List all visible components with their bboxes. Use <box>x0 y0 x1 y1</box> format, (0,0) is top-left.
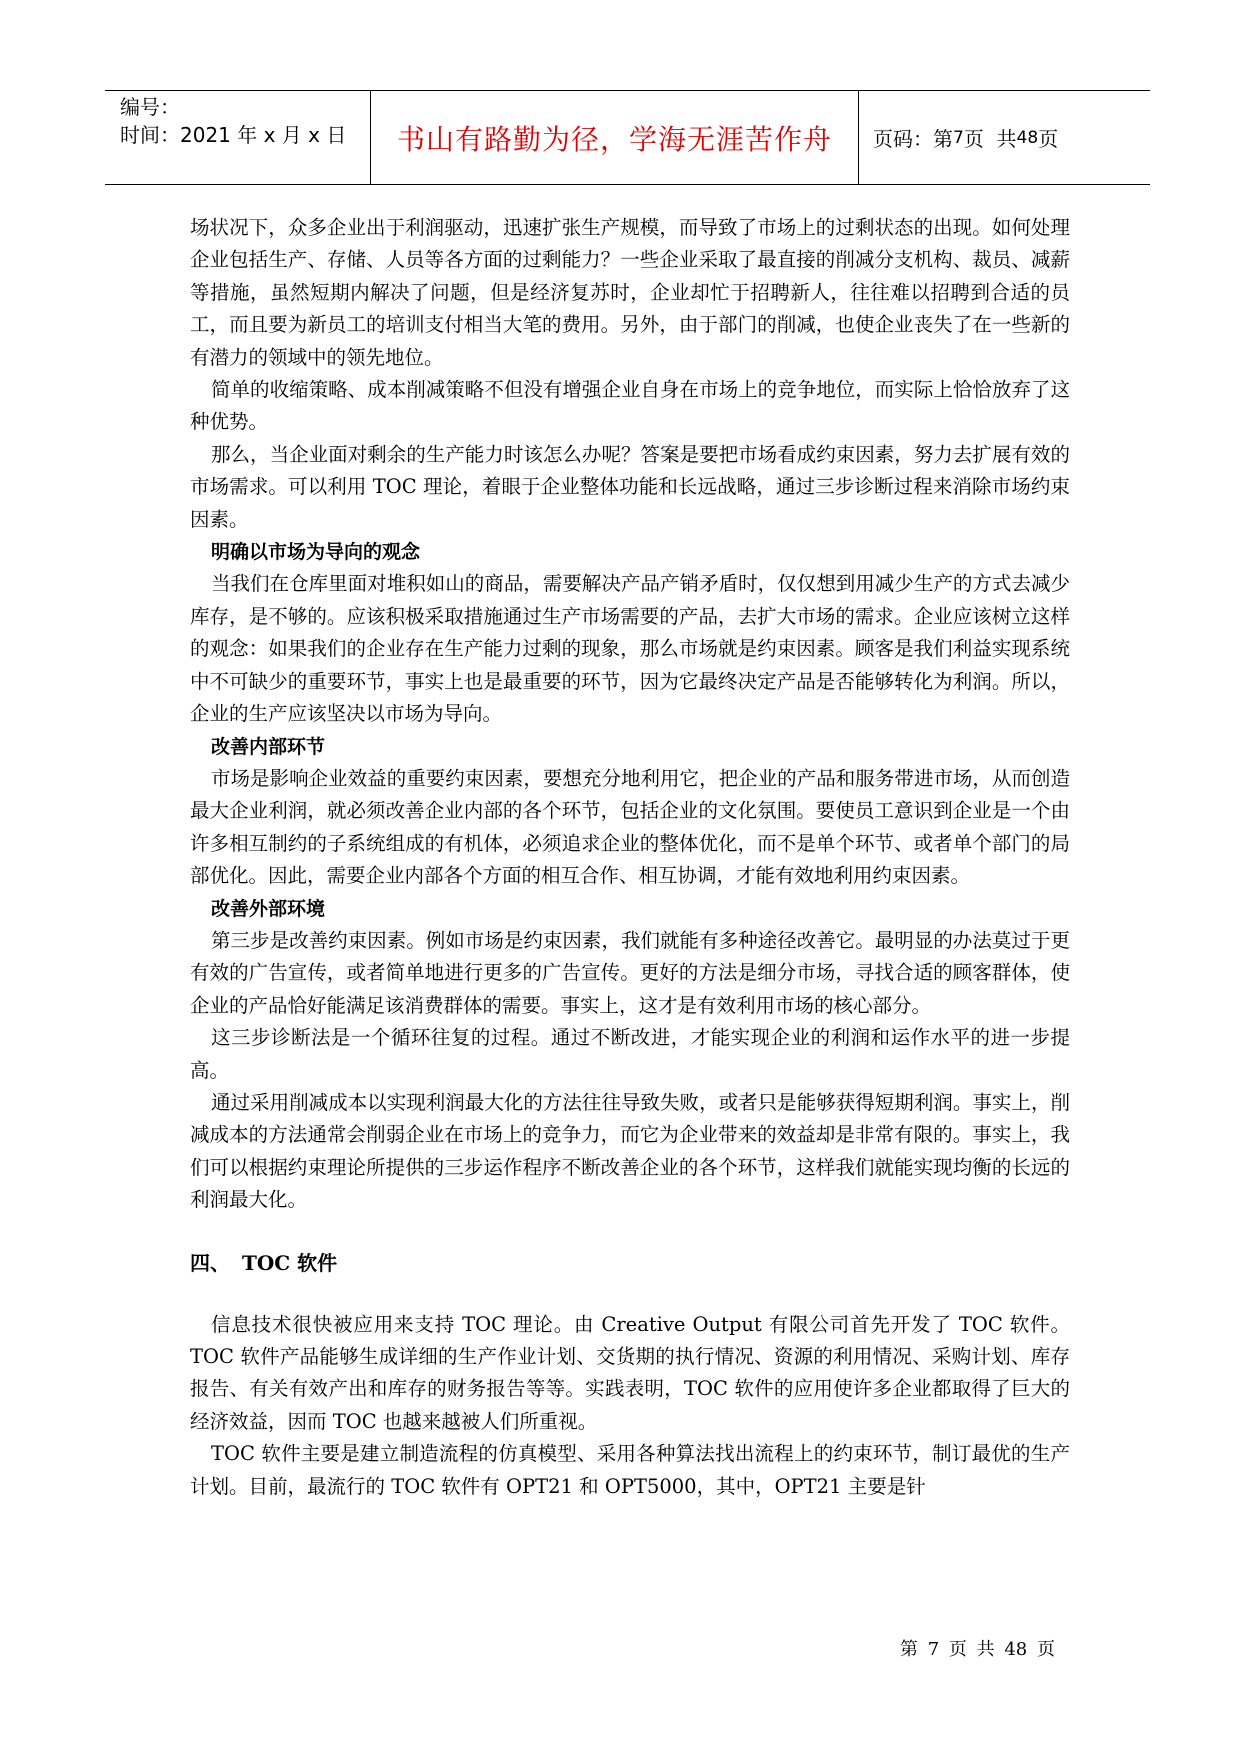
section-number: 四、 <box>190 1250 230 1275</box>
paragraph: 信息技术很快被应用来支持 TOC 理论。由 Creative Output 有限公司首先开发了 TOC 软件。TOC 软件产品能够生成详细的生产作业计划、交货期的执行情况、资源的利用情况、采购计划、库存报告、有关有效产出和库存的财务报告等等。实践表明，TOC 软件的应用使许多企业都取得了巨大的经济效益，因而 TOC 也越来越被人们所重视。 <box>190 1312 1070 1433</box>
paragraph: 这三步诊断法是一个循环往复的过程。通过不断改进，才能实现企业的利润和运作水平的进一步提高。 <box>190 1026 1070 1082</box>
document-body <box>190 212 1070 1503</box>
page-total: 48 <box>1016 127 1039 148</box>
serial-label: 编号： <box>120 95 180 119</box>
paragraph: 场状况下，众多企业出于利润驱动，迅速扩张生产规模，而导致了市场上的过剩状态的出现。如何处理企业包括生产、存储、人员等各方面的过剩能力？一些企业采取了最直接的削减分支机构、裁员、减薪等措施，虽然短期内解决了问题，但是经济复苏时，企业却忙于招聘新人，往往难以招聘到合适的员工，而且要为新员工的培训支付相当大笔的费用。另外，由于部门的削减，也使企业丧失了在一些新的有潜力的领域中的领先地位。 <box>190 216 1070 369</box>
page-suffix: 页 <box>1038 127 1059 151</box>
paragraph: 第三步是改善约束因素。例如市场是约束因素，我们就能有多种途径改善它。最明显的办法莫过于更有效的广告宣传，或者简单地进行更多的广告宣传。更好的方法是细分市场，寻找合适的顾客群体，使企业的产品恰好能满足该消费群体的需要。事实上，这才是有效利用市场的核心部分。 <box>190 928 1070 1017</box>
page-footer: 第 7 页 共 48 页 <box>900 1639 1055 1660</box>
page-prefix: 页码：第 <box>873 127 953 151</box>
header-meta <box>105 91 371 184</box>
section-title: TOC 软件 <box>242 1250 338 1275</box>
section-heading <box>190 1247 1070 1279</box>
header-page-info <box>859 91 1150 184</box>
page-header <box>105 90 1150 185</box>
subheading: 改善外部环境 <box>211 897 326 920</box>
page-mid: 页 共 <box>963 127 1017 151</box>
paragraph: 通过采用削减成本以实现利润最大化的方法往往导致失败，或者只是能够获得短期利润。事实上，削减成本的方法通常会削弱企业在市场上的竞争力，而它为企业带来的效益却是非常有限的。事实上，我们可以根据约束理论所提供的三步运作程序不断改善企业的各个环节，这样我们就能实现均衡的长远的利润最大化。 <box>190 1090 1070 1212</box>
subheading: 明确以市场为导向的观念 <box>211 541 421 564</box>
time-label: 时间：2021 年 x 月 x 日 <box>120 123 347 147</box>
paragraph: 简单的收缩策略、成本削减策略不但没有增强企业自身在市场上的竞争地位，而实际上恰恰放弃了这种优势。 <box>190 378 1070 434</box>
page-current: 7 <box>953 127 964 148</box>
header-motto: 书山有路勤为径，学海无涯苦作舟 <box>371 91 859 184</box>
paragraph: 那么，当企业面对剩余的生产能力时该怎么办呢？答案是要把市场看成约束因素，努力去扩展有效的市场需求。可以利用 TOC 理论，着眼于企业整体功能和长远战略，通过三步诊断过程来消除市场约束因素。 <box>190 442 1070 531</box>
paragraph: 市场是影响企业效益的重要约束因素，要想充分地利用它，把企业的产品和服务带进市场，从而创造最大企业利润，就必须改善企业内部的各个环节，包括企业的文化氛围。要使员工意识到企业是一个由许多相互制约的子系统组成的有机体，必须追求企业的整体优化，而不是单个环节、或者单个部门的局部优化。因此，需要企业内部各个方面的相互合作、相互协调，才能有效地利用约束因素。 <box>190 766 1070 888</box>
subheading: 改善内部环节 <box>211 735 326 758</box>
paragraph: TOC 软件主要是建立制造流程的仿真模型、采用各种算法找出流程上的约束环节，制订最优的生产计划。目前，最流行的 TOC 软件有 OPT21 和 OPT5000，其中，OPT21 主要是针 <box>190 1442 1070 1498</box>
paragraph: 当我们在仓库里面对堆积如山的商品，需要解决产品产销矛盾时，仅仅想到用减少生产的方式去减少库存，是不够的。应该积极采取措施通过生产市场需要的产品，去扩大市场的需求。企业应该树立这样的观念：如果我们的企业存在生产能力过剩的现象，那么市场就是约束因素。顾客是我们利益实现系统中不可缺少的重要环节，事实上也是最重要的环节，因为它最终决定产品是否能够转化为利润。所以，企业的生产应该坚决以市场为导向。 <box>190 572 1070 726</box>
